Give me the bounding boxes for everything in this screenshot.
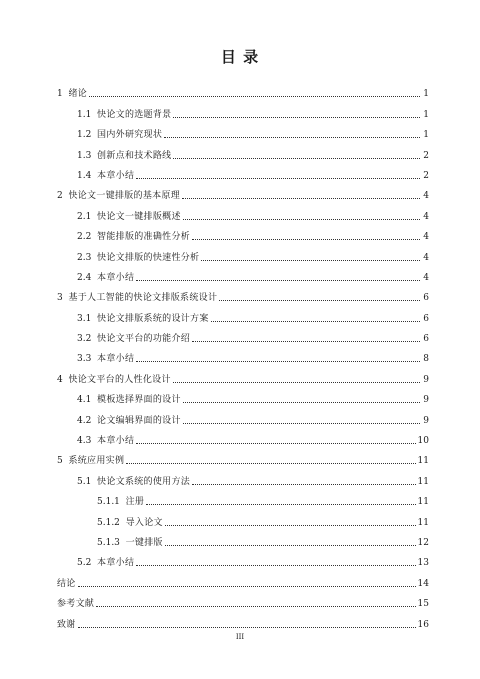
toc-entry-number: 1 bbox=[57, 89, 69, 100]
page-number: III bbox=[235, 633, 245, 641]
toc-entry[interactable] bbox=[57, 121, 429, 141]
toc-dot-leader bbox=[136, 360, 420, 362]
toc-entry-label: 快论文一键排版概述 bbox=[97, 211, 181, 222]
toc-entry-page: 1 bbox=[423, 89, 429, 100]
toc-entry-page: 10 bbox=[417, 436, 429, 447]
toc-entry[interactable] bbox=[57, 590, 429, 610]
toc-entry-page: 1 bbox=[423, 109, 429, 120]
toc-entry-page: 9 bbox=[423, 374, 429, 385]
toc-entry-label: 快论文平台的人性化设计 bbox=[68, 374, 171, 385]
toc-entry-number: 3 bbox=[57, 293, 69, 304]
toc-entry-page: 16 bbox=[417, 619, 429, 630]
toc-dot-leader bbox=[219, 299, 420, 301]
toc-entry-label: 绪论 bbox=[68, 89, 88, 100]
toc-entry[interactable] bbox=[57, 162, 429, 182]
toc-entry[interactable] bbox=[57, 345, 429, 365]
toc-entry-label: 快论文排版的快速性分析 bbox=[97, 252, 200, 263]
toc-entry-page: 11 bbox=[417, 476, 429, 487]
toc-entry-number: 4 bbox=[57, 374, 69, 385]
toc-dot-leader bbox=[78, 585, 416, 587]
toc-entry[interactable] bbox=[57, 182, 429, 202]
toc-entry-number: 5.1 bbox=[77, 476, 98, 487]
toc-dot-leader bbox=[136, 442, 415, 444]
toc-entry[interactable] bbox=[57, 325, 429, 345]
toc-entry-label: 模板选择界面的设计 bbox=[97, 395, 181, 406]
toc-entry[interactable] bbox=[57, 549, 429, 569]
toc-entry-number: 2 bbox=[57, 191, 69, 202]
toc-entry-number: 2.2 bbox=[77, 232, 98, 243]
toc-entry-page: 8 bbox=[423, 354, 429, 365]
toc-dot-leader bbox=[136, 564, 415, 566]
toc-entry-label: 快论文平台的功能介绍 bbox=[97, 334, 191, 345]
toc-entry-label: 基于人工智能的快论文排版系统设计 bbox=[68, 293, 218, 304]
toc-entry-label: 注册 bbox=[125, 497, 145, 508]
toc-entry-page: 2 bbox=[423, 170, 429, 181]
toc-entry-label: 导入论文 bbox=[125, 517, 163, 528]
toc-entry-page: 2 bbox=[423, 150, 429, 161]
toc-entry-page: 14 bbox=[417, 578, 429, 589]
toc-entry[interactable] bbox=[57, 243, 429, 263]
toc-dot-leader bbox=[192, 483, 415, 485]
toc-entry[interactable] bbox=[57, 80, 429, 100]
toc-dot-leader bbox=[78, 626, 416, 628]
toc-entry-number: 2.1 bbox=[77, 211, 98, 222]
toc-entry-number: 4.2 bbox=[77, 415, 98, 426]
toc-entry[interactable] bbox=[57, 447, 429, 467]
toc-entry-page: 6 bbox=[423, 334, 429, 345]
toc-dot-leader bbox=[126, 462, 415, 464]
toc-entry-number: 3.1 bbox=[77, 313, 98, 324]
toc-entry[interactable] bbox=[57, 488, 429, 508]
toc-entry[interactable] bbox=[57, 264, 429, 284]
toc-dot-leader bbox=[173, 157, 420, 159]
toc-entry-label: 致谢 bbox=[57, 619, 76, 630]
toc-entry-label: 本章小结 bbox=[97, 272, 135, 283]
toc-dot-leader bbox=[201, 259, 420, 261]
toc-entry-number: 2.3 bbox=[77, 252, 98, 263]
toc-dot-leader bbox=[173, 116, 420, 118]
toc-entry-number: 2.4 bbox=[77, 272, 98, 283]
toc-entry-page: 4 bbox=[423, 252, 429, 263]
toc-entry-number: 5.2 bbox=[77, 558, 98, 569]
toc-entry[interactable] bbox=[57, 141, 429, 161]
toc-dot-leader bbox=[89, 95, 420, 97]
toc-entry-label: 系统应用实例 bbox=[68, 456, 125, 467]
toc-entry-number: 1.1 bbox=[77, 109, 98, 120]
toc-entry[interactable] bbox=[57, 365, 429, 385]
toc-entry-page: 12 bbox=[417, 537, 429, 548]
toc-dot-leader bbox=[165, 544, 416, 546]
toc-entry[interactable] bbox=[57, 406, 429, 426]
toc-entry-label: 本章小结 bbox=[97, 558, 135, 569]
toc-entry-number: 5.1.1 bbox=[97, 497, 126, 508]
toc-entry-page: 4 bbox=[423, 191, 429, 202]
toc-entry-label: 论文编辑界面的设计 bbox=[97, 415, 181, 426]
toc-entry-number: 3.3 bbox=[77, 354, 98, 365]
toc-dot-leader bbox=[173, 381, 420, 383]
toc-entry-page: 9 bbox=[423, 395, 429, 406]
toc-dot-leader bbox=[136, 177, 420, 179]
toc-entry-label: 本章小结 bbox=[97, 170, 135, 181]
toc-entry[interactable] bbox=[57, 304, 429, 324]
toc-entry-page: 6 bbox=[423, 313, 429, 324]
toc-dot-leader bbox=[146, 503, 415, 505]
toc-entry-page: 4 bbox=[423, 232, 429, 243]
toc-dot-leader bbox=[183, 401, 420, 403]
toc-entry-number: 5.1.2 bbox=[97, 517, 126, 528]
toc-dot-leader bbox=[192, 340, 420, 342]
toc-dot-leader bbox=[136, 279, 420, 281]
toc-entry-number: 1.2 bbox=[77, 130, 98, 141]
toc-entry[interactable] bbox=[57, 386, 429, 406]
toc-dot-leader bbox=[192, 238, 420, 240]
toc-dot-leader bbox=[164, 136, 420, 138]
toc-entry-number: 1.3 bbox=[77, 150, 98, 161]
table-of-contents bbox=[57, 80, 429, 631]
toc-entry[interactable] bbox=[57, 427, 429, 447]
toc-entry-page: 1 bbox=[423, 130, 429, 141]
toc-entry-number: 5 bbox=[57, 456, 69, 467]
toc-entry[interactable] bbox=[57, 284, 429, 304]
toc-title: 目 录 bbox=[220, 48, 260, 66]
toc-dot-leader bbox=[183, 422, 420, 424]
toc-entry-label: 结论 bbox=[57, 578, 76, 589]
toc-entry-label: 本章小结 bbox=[97, 354, 135, 365]
toc-entry-label: 国内外研究现状 bbox=[97, 130, 163, 141]
toc-entry-label: 快论文系统的使用方法 bbox=[97, 476, 191, 487]
toc-entry-page: 11 bbox=[417, 517, 429, 528]
toc-entry-label: 本章小结 bbox=[97, 436, 135, 447]
toc-entry-number: 1.4 bbox=[77, 170, 98, 181]
toc-entry[interactable] bbox=[57, 100, 429, 120]
toc-entry-page: 9 bbox=[423, 415, 429, 426]
toc-entry[interactable] bbox=[57, 529, 429, 549]
toc-entry[interactable] bbox=[57, 569, 429, 589]
toc-entry-label: 参考文献 bbox=[57, 599, 95, 610]
toc-entry-number: 5.1.3 bbox=[97, 537, 126, 548]
toc-entry-page: 13 bbox=[417, 558, 429, 569]
toc-entry-page: 11 bbox=[417, 456, 429, 467]
toc-entry[interactable] bbox=[57, 610, 429, 630]
toc-dot-leader bbox=[183, 218, 420, 220]
toc-entry-label: 智能排版的准确性分析 bbox=[97, 232, 191, 243]
toc-entry-number: 4.3 bbox=[77, 436, 98, 447]
toc-entry-label: 创新点和技术路线 bbox=[97, 150, 172, 161]
toc-entry-label: 快论文一键排版的基本原理 bbox=[68, 191, 181, 202]
toc-entry[interactable] bbox=[57, 223, 429, 243]
toc-entry-label: 快论文的选题背景 bbox=[97, 109, 172, 120]
toc-entry-number: 3.2 bbox=[77, 334, 98, 345]
toc-dot-leader bbox=[211, 320, 420, 322]
toc-entry-label: 快论文排版系统的设计方案 bbox=[97, 313, 209, 324]
toc-entry-page: 6 bbox=[423, 293, 429, 304]
toc-entry-page: 4 bbox=[423, 211, 429, 222]
toc-dot-leader bbox=[182, 197, 420, 199]
toc-entry-page: 4 bbox=[423, 272, 429, 283]
toc-entry-number: 4.1 bbox=[77, 395, 98, 406]
toc-entry[interactable] bbox=[57, 467, 429, 487]
toc-entry-label: 一键排版 bbox=[125, 537, 163, 548]
toc-dot-leader bbox=[96, 605, 415, 607]
toc-entry[interactable] bbox=[57, 202, 429, 222]
toc-entry-page: 15 bbox=[417, 599, 429, 610]
toc-entry[interactable] bbox=[57, 508, 429, 528]
toc-dot-leader bbox=[165, 524, 416, 526]
toc-entry-page: 11 bbox=[417, 497, 429, 508]
